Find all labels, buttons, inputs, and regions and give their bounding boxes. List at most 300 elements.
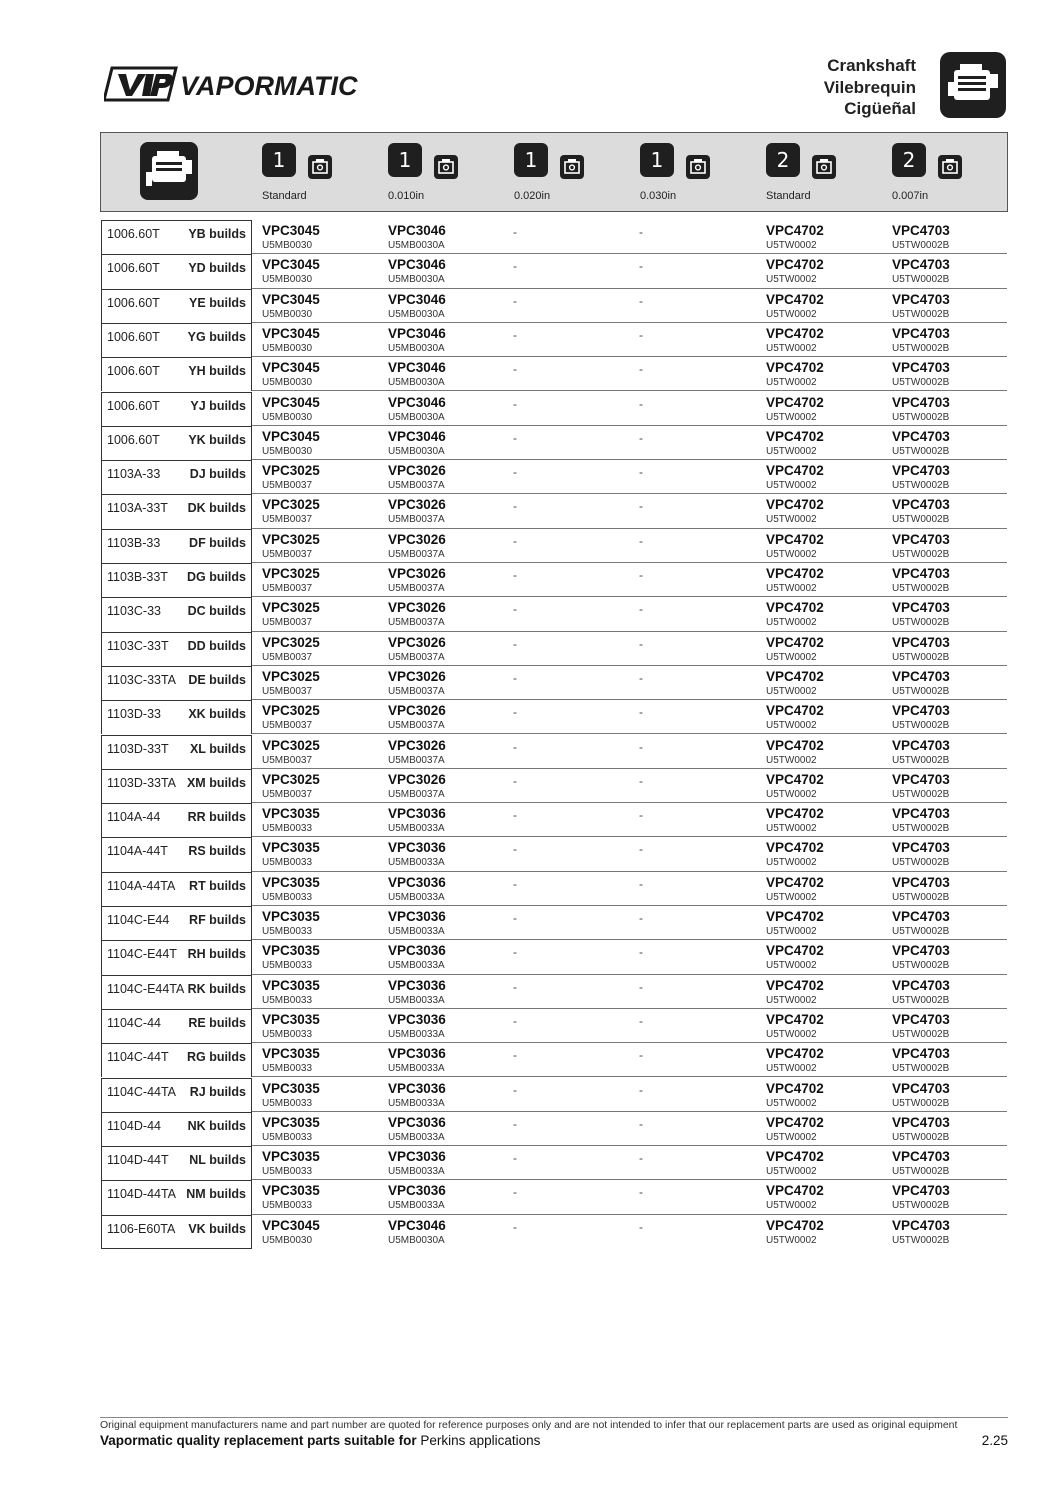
part-cell (766, 806, 824, 835)
part-cell (388, 600, 446, 629)
oe-part-number: U5TW0002 (766, 445, 817, 457)
engine-build: RK builds (187, 981, 246, 996)
vapormatic-part-number: VPC3035 (262, 806, 320, 822)
engine-cell (101, 529, 252, 563)
oe-part-number: U5MB0030A (388, 308, 445, 320)
engine-cell (101, 1215, 252, 1249)
vapormatic-part-number: VPC4703 (892, 909, 950, 924)
column-header (262, 133, 382, 211)
part-not-available: - (639, 945, 643, 960)
part-cell (388, 257, 446, 286)
part-not-available: - (639, 602, 643, 617)
vapormatic-part-number: VPC4702 (766, 566, 824, 581)
oe-part-number: U5TW0002 (766, 1097, 817, 1109)
oe-part-number: U5MB0030 (262, 377, 313, 389)
oe-part-number: U5TW0002 (766, 994, 817, 1006)
vapormatic-part-number: VPC4702 (766, 223, 824, 238)
part-cell (766, 463, 824, 492)
vapormatic-part-number: VPC4702 (766, 668, 824, 684)
vapormatic-part-number: VPC4702 (766, 600, 824, 616)
part-cell (766, 360, 824, 389)
vapormatic-part-number: VPC3036 (388, 1046, 446, 1062)
part-cell (388, 395, 446, 424)
oe-part-number: U5TW0002 (766, 274, 817, 286)
vapormatic-part-number: VPC3045 (262, 223, 320, 238)
oe-part-number: U5MB0037 (262, 480, 313, 492)
footer-tagline (100, 1433, 540, 1448)
part-cell (262, 1012, 320, 1041)
part-cell (766, 1115, 824, 1144)
quantity-badge: 1 (640, 143, 674, 177)
oe-part-number: U5MB0037 (262, 788, 313, 800)
oe-part-number: U5TW0002 (766, 583, 817, 594)
oe-part-number: U5MB0037A (388, 480, 445, 492)
vapormatic-part-number: VPC3026 (388, 600, 446, 616)
oe-part-number: U5MB0033A (388, 926, 445, 937)
engine-build: NM builds (186, 1187, 246, 1202)
vapormatic-part-number: VPC3035 (262, 1114, 320, 1130)
part-cell (388, 463, 446, 492)
engine-build: DJ builds (189, 467, 246, 482)
vapormatic-part-number: VPC4703 (892, 806, 950, 822)
vapormatic-part-number: VPC4703 (892, 1217, 950, 1233)
part-not-available: - (513, 1116, 517, 1131)
part-cell (766, 669, 824, 698)
engine-model: 1103A-33 (107, 467, 161, 482)
vapormatic-part-number: VPC3035 (262, 1046, 320, 1062)
oe-part-number: U5MB0033A (388, 823, 445, 835)
part-cell (388, 223, 446, 252)
engine-build: NL builds (189, 1153, 246, 1168)
oe-part-number: U5MB0037 (262, 514, 313, 526)
part-cell (388, 772, 446, 801)
engine-build: YD builds (188, 261, 246, 276)
engine-cell (101, 1146, 252, 1180)
vapormatic-part-number: VPC3045 (262, 325, 320, 341)
column-oversize-label: Standard (262, 190, 307, 202)
part-cell (892, 772, 950, 801)
part-not-available: - (639, 979, 643, 994)
bearing-icon (308, 155, 332, 179)
vapormatic-part-number: VPC3045 (262, 1217, 320, 1233)
oe-part-number: U5TW0002 (766, 685, 817, 697)
engine-model: 1103B-33 (107, 535, 161, 550)
engine-model: 1104D-44T (107, 1153, 169, 1168)
engine-model: 1104C-44TA (107, 1084, 177, 1099)
engine-build: VK builds (188, 1221, 246, 1236)
oe-part-number: U5TW0002B (892, 1234, 950, 1246)
column-header (514, 133, 634, 211)
part-cell (388, 1046, 446, 1075)
part-not-available: - (639, 1082, 643, 1097)
table-row (0, 1043, 1058, 1077)
engine-build: RJ builds (189, 1084, 246, 1099)
quantity-badge: 1 (514, 143, 548, 177)
part-not-available: - (513, 739, 517, 754)
part-cell (766, 772, 824, 801)
vapormatic-part-number: VPC4703 (892, 223, 950, 238)
quantity-badge: 1 (388, 143, 422, 177)
vapormatic-part-number: VPC4702 (766, 1149, 824, 1165)
oe-part-number: U5TW0002B (892, 342, 950, 354)
oe-part-number: U5MB0033 (262, 1028, 313, 1040)
oe-part-number: U5TW0002 (766, 514, 817, 526)
part-cell (262, 1149, 320, 1178)
vapormatic-part-number: VPC3046 (388, 1217, 446, 1233)
part-cell (892, 1081, 950, 1110)
part-cell (262, 566, 320, 595)
vapormatic-part-number: VPC3046 (388, 291, 446, 307)
part-cell (766, 703, 824, 732)
table-row (0, 735, 1058, 769)
oe-part-number: U5TW0002B (892, 857, 950, 869)
quantity-badge: 2 (766, 143, 800, 177)
part-not-available: - (639, 396, 643, 411)
oe-part-number: U5MB0030A (388, 377, 445, 389)
vapormatic-part-number: VPC3025 (262, 463, 320, 479)
part-not-available: - (513, 842, 517, 857)
oe-part-number: U5TW0002B (892, 1200, 950, 1212)
part-not-available: - (513, 396, 517, 411)
part-cell (892, 292, 950, 321)
oe-part-number: U5MB0033A (388, 1097, 445, 1109)
vapormatic-part-number: VPC4703 (892, 1046, 950, 1062)
part-cell (262, 532, 320, 561)
engine-build: YH builds (188, 364, 246, 379)
vapormatic-part-number: VPC4703 (892, 497, 950, 513)
engine-build: YB builds (188, 227, 246, 241)
vapormatic-part-number: VPC3045 (262, 428, 320, 444)
part-not-available: - (513, 327, 517, 342)
engine-model: 1103C-33 (107, 604, 161, 619)
engine-model: 1104C-E44 (107, 913, 170, 927)
oe-part-number: U5MB0030A (388, 1234, 445, 1246)
oe-part-number: U5MB0030A (388, 240, 445, 251)
part-not-available: - (639, 876, 643, 891)
oe-part-number: U5MB0033A (388, 1200, 445, 1212)
oe-part-number: U5MB0033A (388, 1063, 445, 1075)
oe-part-number: U5TW0002 (766, 342, 817, 354)
part-cell (388, 840, 446, 869)
part-not-available: - (513, 225, 517, 239)
vapormatic-part-number: VPC3035 (262, 1149, 320, 1165)
engine-cell (101, 597, 252, 631)
part-cell (388, 1012, 446, 1041)
part-cell (262, 395, 320, 424)
vapormatic-part-number: VPC3045 (262, 257, 320, 273)
part-cell (766, 840, 824, 869)
engine-build: YK builds (188, 432, 246, 447)
table-row (0, 220, 1058, 254)
engine-cell (101, 666, 252, 700)
part-cell (262, 772, 320, 801)
part-not-available: - (639, 808, 643, 823)
oe-part-number: U5TW0002 (766, 1166, 817, 1178)
part-cell (892, 1115, 950, 1144)
part-cell (262, 703, 320, 732)
oe-part-number: U5TW0002B (892, 926, 950, 937)
part-cell (766, 635, 824, 664)
part-not-available: - (513, 465, 517, 480)
part-cell (262, 257, 320, 286)
vapormatic-part-number: VPC3025 (262, 497, 320, 513)
engine-model: 1103A-33T (107, 501, 168, 516)
part-not-available: - (639, 430, 643, 445)
part-not-available: - (513, 876, 517, 891)
part-cell (388, 1149, 446, 1178)
bearing-icon (812, 155, 836, 179)
table-row (0, 1112, 1058, 1146)
part-cell (262, 600, 320, 629)
table-row (0, 357, 1058, 391)
oe-part-number: U5TW0002B (892, 548, 950, 560)
part-not-available: - (639, 362, 643, 377)
column-header (766, 133, 886, 211)
vapormatic-part-number: VPC3045 (262, 394, 320, 410)
part-cell (388, 738, 446, 767)
footer-disclaimer: Original equipment manufacturers name and part number are quoted for reference purposes only and are not intended to infer that our replacement parts are used as original equipment (100, 1419, 958, 1431)
part-cell (262, 943, 320, 972)
vapormatic-part-number: VPC4703 (892, 257, 950, 273)
part-cell (766, 978, 824, 1007)
engine-model: 1104A-44 (107, 810, 161, 825)
part-not-available: - (639, 705, 643, 720)
oe-part-number: U5TW0002B (892, 994, 950, 1006)
part-not-available: - (513, 362, 517, 377)
table-row (0, 529, 1058, 563)
section-title-block (824, 55, 916, 120)
table-row (0, 254, 1058, 288)
part-cell (892, 909, 950, 938)
part-not-available: - (513, 1082, 517, 1097)
oe-part-number: U5MB0033A (388, 1166, 445, 1178)
vapormatic-part-number: VPC4702 (766, 806, 824, 822)
quantity-badge: 2 (892, 143, 926, 177)
part-not-available: - (639, 225, 643, 239)
part-cell (766, 395, 824, 424)
oe-part-number: U5MB0030 (262, 445, 313, 457)
vapormatic-part-number: VPC4703 (892, 463, 950, 479)
engine-build: DG builds (186, 570, 246, 584)
oe-part-number: U5MB0030A (388, 445, 445, 457)
engine-cell (101, 392, 252, 426)
oe-part-number: U5TW0002B (892, 754, 950, 766)
engine-cell (101, 460, 252, 494)
vapormatic-part-number: VPC3036 (388, 943, 446, 959)
oe-part-number: U5TW0002 (766, 754, 817, 766)
oe-part-number: U5TW0002B (892, 1028, 950, 1040)
oe-part-number: U5TW0002B (892, 480, 950, 492)
vapormatic-part-number: VPC3035 (262, 874, 320, 890)
oe-part-number: U5TW0002 (766, 240, 817, 251)
engine-build: XK builds (188, 707, 246, 722)
engine-cell (101, 1009, 252, 1043)
engine-cell (101, 254, 252, 288)
engine-model: 1103B-33T (107, 570, 168, 584)
oe-part-number: U5MB0037A (388, 514, 445, 526)
vapormatic-part-number: VPC4702 (766, 874, 824, 890)
engine-model: 1104D-44TA (107, 1187, 177, 1202)
part-cell (262, 738, 320, 767)
oe-part-number: U5MB0037A (388, 548, 445, 560)
bearing-icon (434, 155, 458, 179)
engine-model: 1103C-33T (107, 638, 169, 653)
column-oversize-label: 0.020in (514, 190, 551, 202)
oe-part-number: U5MB0030 (262, 411, 313, 423)
part-cell (262, 326, 320, 355)
vapormatic-part-number: VPC3036 (388, 874, 446, 890)
oe-part-number: U5MB0037A (388, 720, 445, 732)
vapormatic-part-number: VPC3026 (388, 566, 446, 581)
table-row (0, 563, 1058, 597)
section-title-es: Cigüeñal (844, 99, 916, 118)
engine-cell (101, 357, 252, 391)
part-not-available: - (513, 979, 517, 994)
part-cell (262, 806, 320, 835)
oe-part-number: U5MB0033 (262, 960, 313, 972)
oe-part-number: U5TW0002B (892, 377, 950, 389)
vapormatic-part-number: VPC4702 (766, 909, 824, 924)
part-cell (262, 978, 320, 1007)
part-not-available: - (513, 568, 517, 582)
part-cell (766, 223, 824, 252)
oe-part-number: U5TW0002 (766, 548, 817, 560)
engine-cell (101, 769, 252, 803)
oe-part-number: U5TW0002B (892, 514, 950, 526)
part-cell (892, 840, 950, 869)
engine-cell (101, 323, 252, 357)
part-cell (262, 223, 320, 252)
engine-build: XM builds (186, 775, 246, 790)
part-cell (892, 1183, 950, 1212)
part-cell (262, 909, 320, 938)
vapormatic-part-number: VPC3025 (262, 703, 320, 719)
vapormatic-part-number: VPC4703 (892, 771, 950, 787)
bearing-icon (686, 155, 710, 179)
part-not-available: - (513, 636, 517, 651)
vapormatic-part-number: VPC3036 (388, 909, 446, 924)
oe-part-number: U5TW0002B (892, 240, 950, 251)
engine-build: DC builds (187, 604, 246, 619)
table-row (0, 632, 1058, 666)
oe-part-number: U5TW0002 (766, 480, 817, 492)
table-row (0, 940, 1058, 974)
part-cell (892, 806, 950, 835)
part-cell (892, 429, 950, 458)
vapormatic-part-number: VPC3035 (262, 943, 320, 959)
vapormatic-part-number: VPC4702 (766, 1011, 824, 1027)
part-not-available: - (639, 568, 643, 582)
footer-tagline-bold: Vapormatic quality replacement parts suitable for (100, 1433, 417, 1448)
oe-part-number: U5MB0030 (262, 308, 313, 320)
vapormatic-part-number: VPC3036 (388, 840, 446, 856)
part-cell (388, 806, 446, 835)
part-cell (262, 429, 320, 458)
vapormatic-part-number: VPC4703 (892, 1183, 950, 1199)
table-row (0, 837, 1058, 871)
vapormatic-part-number: VPC4702 (766, 1046, 824, 1062)
part-cell (388, 326, 446, 355)
part-cell (388, 1183, 446, 1212)
oe-part-number: U5MB0037A (388, 651, 445, 663)
vapormatic-part-number: VPC3046 (388, 257, 446, 273)
engine-build: RH builds (187, 947, 246, 962)
table-row (0, 872, 1058, 906)
oe-part-number: U5TW0002 (766, 308, 817, 320)
oe-part-number: U5TW0002 (766, 1234, 817, 1246)
vapormatic-part-number: VPC3026 (388, 703, 446, 719)
vapormatic-part-number: VPC4702 (766, 1183, 824, 1199)
vapormatic-part-number: VPC3036 (388, 806, 446, 822)
vapormatic-part-number: VPC4702 (766, 257, 824, 273)
engine-cell (101, 1112, 252, 1146)
part-not-available: - (513, 602, 517, 617)
part-cell (766, 1012, 824, 1041)
oe-part-number: U5MB0033 (262, 994, 313, 1006)
oe-part-number: U5TW0002 (766, 788, 817, 800)
part-cell (388, 943, 446, 972)
part-cell (892, 738, 950, 767)
part-not-available: - (639, 670, 643, 685)
part-not-available: - (639, 327, 643, 342)
engine-cell (101, 1078, 252, 1112)
oe-part-number: U5MB0030 (262, 240, 313, 251)
part-cell (262, 1183, 320, 1212)
part-not-available: - (513, 945, 517, 960)
oe-part-number: U5MB0033 (262, 857, 313, 869)
vapormatic-part-number: VPC4702 (766, 325, 824, 341)
oe-part-number: U5TW0002B (892, 1131, 950, 1143)
vapormatic-part-number: VPC3026 (388, 463, 446, 479)
part-not-available: - (513, 911, 517, 925)
part-cell (388, 566, 446, 595)
bearing-icon (938, 155, 962, 179)
vapormatic-part-number: VPC4702 (766, 428, 824, 444)
part-not-available: - (513, 773, 517, 788)
vapormatic-part-number: VPC4703 (892, 977, 950, 993)
oe-part-number: U5TW0002B (892, 891, 950, 903)
part-cell (262, 360, 320, 389)
engine-cell (101, 975, 252, 1009)
engine-build: DE builds (188, 672, 246, 687)
table-row (0, 700, 1058, 734)
part-not-available: - (639, 533, 643, 548)
engine-model: 1006.60T (107, 329, 160, 344)
part-not-available: - (513, 705, 517, 720)
vapormatic-part-number: VPC3025 (262, 771, 320, 787)
oe-part-number: U5TW0002B (892, 1166, 950, 1178)
vapormatic-part-number: VPC4703 (892, 291, 950, 307)
page-number: 2.25 (981, 1433, 1008, 1448)
vapormatic-part-number: VPC3026 (388, 737, 446, 753)
engine-build: RT builds (189, 878, 246, 893)
part-cell (892, 635, 950, 664)
part-not-available: - (639, 259, 643, 274)
part-cell (766, 1046, 824, 1075)
vapormatic-part-number: VPC4702 (766, 360, 824, 376)
engine-model: 1006.60T (107, 398, 160, 413)
engine-model: 1006.60T (107, 227, 160, 241)
vapormatic-part-number: VPC3026 (388, 668, 446, 684)
part-not-available: - (639, 1048, 643, 1063)
column-header (640, 133, 760, 211)
engine-cell (101, 426, 252, 460)
part-not-available: - (513, 533, 517, 548)
part-cell (766, 326, 824, 355)
part-cell (766, 909, 824, 938)
vapormatic-part-number: VPC4703 (892, 1011, 950, 1027)
engine-model: 1006.60T (107, 432, 160, 447)
